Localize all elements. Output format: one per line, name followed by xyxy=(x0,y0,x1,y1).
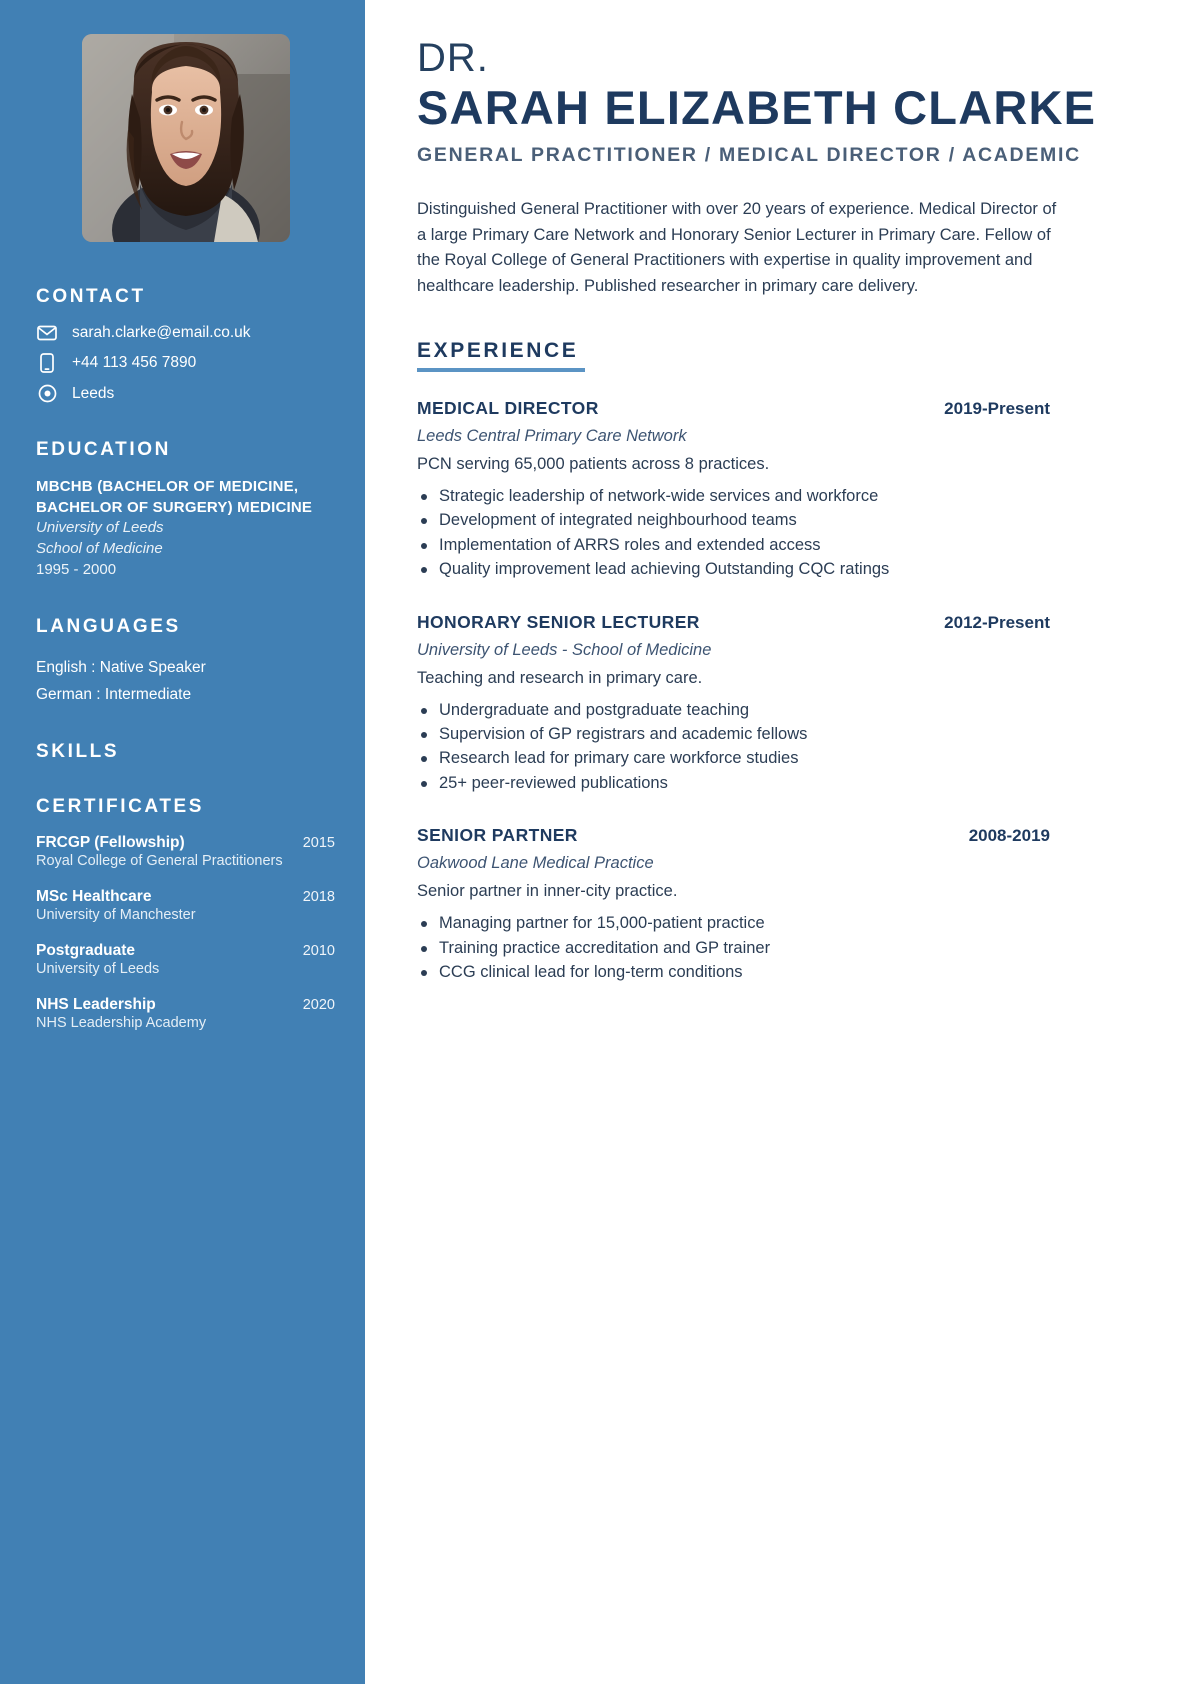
experience-bullet: Training practice accreditation and GP trainer xyxy=(417,936,1190,960)
envelope-icon xyxy=(36,325,58,341)
experience-job-dates: 2012-Present xyxy=(944,612,1050,632)
experience-description: Teaching and research in primary care. xyxy=(417,668,703,687)
certificate-name: Postgraduate xyxy=(36,942,136,960)
sidebar xyxy=(0,0,365,1684)
experience-organization: Leeds Central Primary Care Network xyxy=(417,426,687,445)
education-heading: EDUCATION xyxy=(36,439,171,460)
certificate-top-row xyxy=(36,996,335,1014)
education-entry xyxy=(36,477,335,580)
certificate-issuer: NHS Leadership Academy xyxy=(36,1015,207,1032)
experience-bullet-list xyxy=(417,484,1190,582)
certificate-item xyxy=(36,942,335,977)
certificate-issuer: University of Leeds xyxy=(36,961,160,978)
certificate-top-row xyxy=(36,888,335,906)
contact-location-value: Leeds xyxy=(72,384,115,402)
professional-summary: Distinguished General Practitioner with over 20 years of experience. Medical Director of a large Primary Care Network and Honorary Senior Lecturer in Primary Care. Fellow of the Royal College of General Practitioners with expertise in quality improvement and healthcare leadership. Published researcher in primary care delivery. xyxy=(417,200,1057,295)
experience-item xyxy=(417,398,1190,582)
certificate-item xyxy=(36,834,335,869)
contact-item-phone[interactable] xyxy=(36,353,335,373)
languages-section xyxy=(36,616,335,708)
contact-list xyxy=(36,324,335,403)
experience-job-dates: 2019-Present xyxy=(944,398,1050,418)
languages-heading: LANGUAGES xyxy=(36,615,181,637)
experience-bullet-list xyxy=(417,698,1190,796)
experience-bullet: Managing partner for 15,000-patient practice xyxy=(417,911,1190,935)
contact-item-email[interactable] xyxy=(36,324,335,342)
experience-job-title: MEDICAL DIRECTOR xyxy=(417,397,599,418)
languages-list xyxy=(36,654,335,708)
name-prefix: DR. xyxy=(417,36,489,80)
education-institution-line2: School of Medicine xyxy=(36,539,163,557)
certificate-top-row xyxy=(36,942,335,960)
certificate-name: FRCGP (Fellowship) xyxy=(36,834,185,852)
profile-photo-wrapper xyxy=(36,34,335,242)
experience-item xyxy=(417,612,1190,796)
skills-heading: SKILLS xyxy=(36,741,120,763)
profile-photo-image xyxy=(82,34,290,242)
experience-bullet: Research lead for primary care workforce studies xyxy=(417,746,1190,770)
experience-item-header xyxy=(417,825,1050,846)
page-title: SARAH ELIZABETH CLARKE xyxy=(417,80,1097,134)
experience-bullet: CCG clinical lead for long-term conditions xyxy=(417,960,1190,984)
certificate-year: 2015 xyxy=(302,835,335,852)
certificate-issuer: Royal College of General Practitioners xyxy=(36,853,283,870)
experience-item xyxy=(417,825,1190,984)
phone-icon xyxy=(36,353,58,373)
experience-description: Senior partner in inner-city practice. xyxy=(417,882,678,901)
experience-bullet: Undergraduate and postgraduate teaching xyxy=(417,698,1190,722)
language-item: English : Native Speaker xyxy=(36,658,206,676)
experience-heading: EXPERIENCE xyxy=(417,338,579,362)
education-degree: MBCHB (BACHELOR OF MEDICINE, BACHELOR OF SURGERY) MEDICINE xyxy=(36,478,313,516)
contact-item-location[interactable] xyxy=(36,384,335,403)
experience-job-title: SENIOR PARTNER xyxy=(417,825,578,846)
skills-section xyxy=(36,741,335,763)
location-pin-icon xyxy=(36,384,58,403)
language-item: German : Intermediate xyxy=(36,686,192,703)
certificate-name: NHS Leadership xyxy=(36,996,156,1014)
experience-item-header xyxy=(417,398,1050,419)
experience-job-dates: 2008-2019 xyxy=(968,826,1050,846)
experience-bullet-list xyxy=(417,911,1190,984)
contact-heading: CONTACT xyxy=(36,286,146,307)
experience-organization: University of Leeds - School of Medicine xyxy=(417,640,712,659)
professional-tagline: GENERAL PRACTITIONER / MEDICAL DIRECTOR / ACADEMIC xyxy=(417,144,1081,167)
experience-bullet: Development of integrated neighbourhood teams xyxy=(417,508,1190,532)
experience-bullet: Supervision of GP registrars and academic fellows xyxy=(417,722,1190,746)
experience-section xyxy=(417,398,1190,984)
education-dates: 1995 - 2000 xyxy=(36,560,117,578)
experience-heading-underline xyxy=(417,368,585,372)
experience-bullet: Quality improvement lead achieving Outstanding CQC ratings xyxy=(417,557,1190,581)
experience-job-title: HONORARY SENIOR LECTURER xyxy=(417,611,700,632)
education-institution-line1: University of Leeds xyxy=(36,519,164,537)
experience-item-header xyxy=(417,612,1050,633)
experience-bullet: 25+ peer-reviewed publications xyxy=(417,771,1190,795)
profile-photo xyxy=(82,34,290,242)
certificate-item xyxy=(36,996,335,1031)
resume-header xyxy=(417,36,1190,167)
experience-description: PCN serving 65,000 patients across 8 practices. xyxy=(417,454,770,473)
certificate-issuer: University of Manchester xyxy=(36,907,196,924)
contact-phone-value: +44 113 456 7890 xyxy=(72,354,197,371)
certificate-item xyxy=(36,888,335,923)
education-section xyxy=(36,439,335,580)
certificate-year: 2018 xyxy=(302,889,335,906)
certificate-year: 2020 xyxy=(302,997,335,1014)
experience-bullet: Implementation of ARRS roles and extended access xyxy=(417,533,1190,557)
main-content xyxy=(365,0,1190,1684)
experience-heading-wrapper xyxy=(417,339,1190,372)
experience-bullet: Strategic leadership of network-wide services and workforce xyxy=(417,484,1190,508)
experience-organization: Oakwood Lane Medical Practice xyxy=(417,854,654,873)
certificate-year: 2010 xyxy=(302,943,335,960)
certificates-heading: CERTIFICATES xyxy=(36,796,205,818)
contact-section xyxy=(36,286,335,403)
contact-email-value: sarah.clarke@email.co.uk xyxy=(72,324,251,341)
certificates-section xyxy=(36,796,335,1031)
certificate-name: MSc Healthcare xyxy=(36,888,152,906)
certificate-top-row xyxy=(36,834,335,852)
